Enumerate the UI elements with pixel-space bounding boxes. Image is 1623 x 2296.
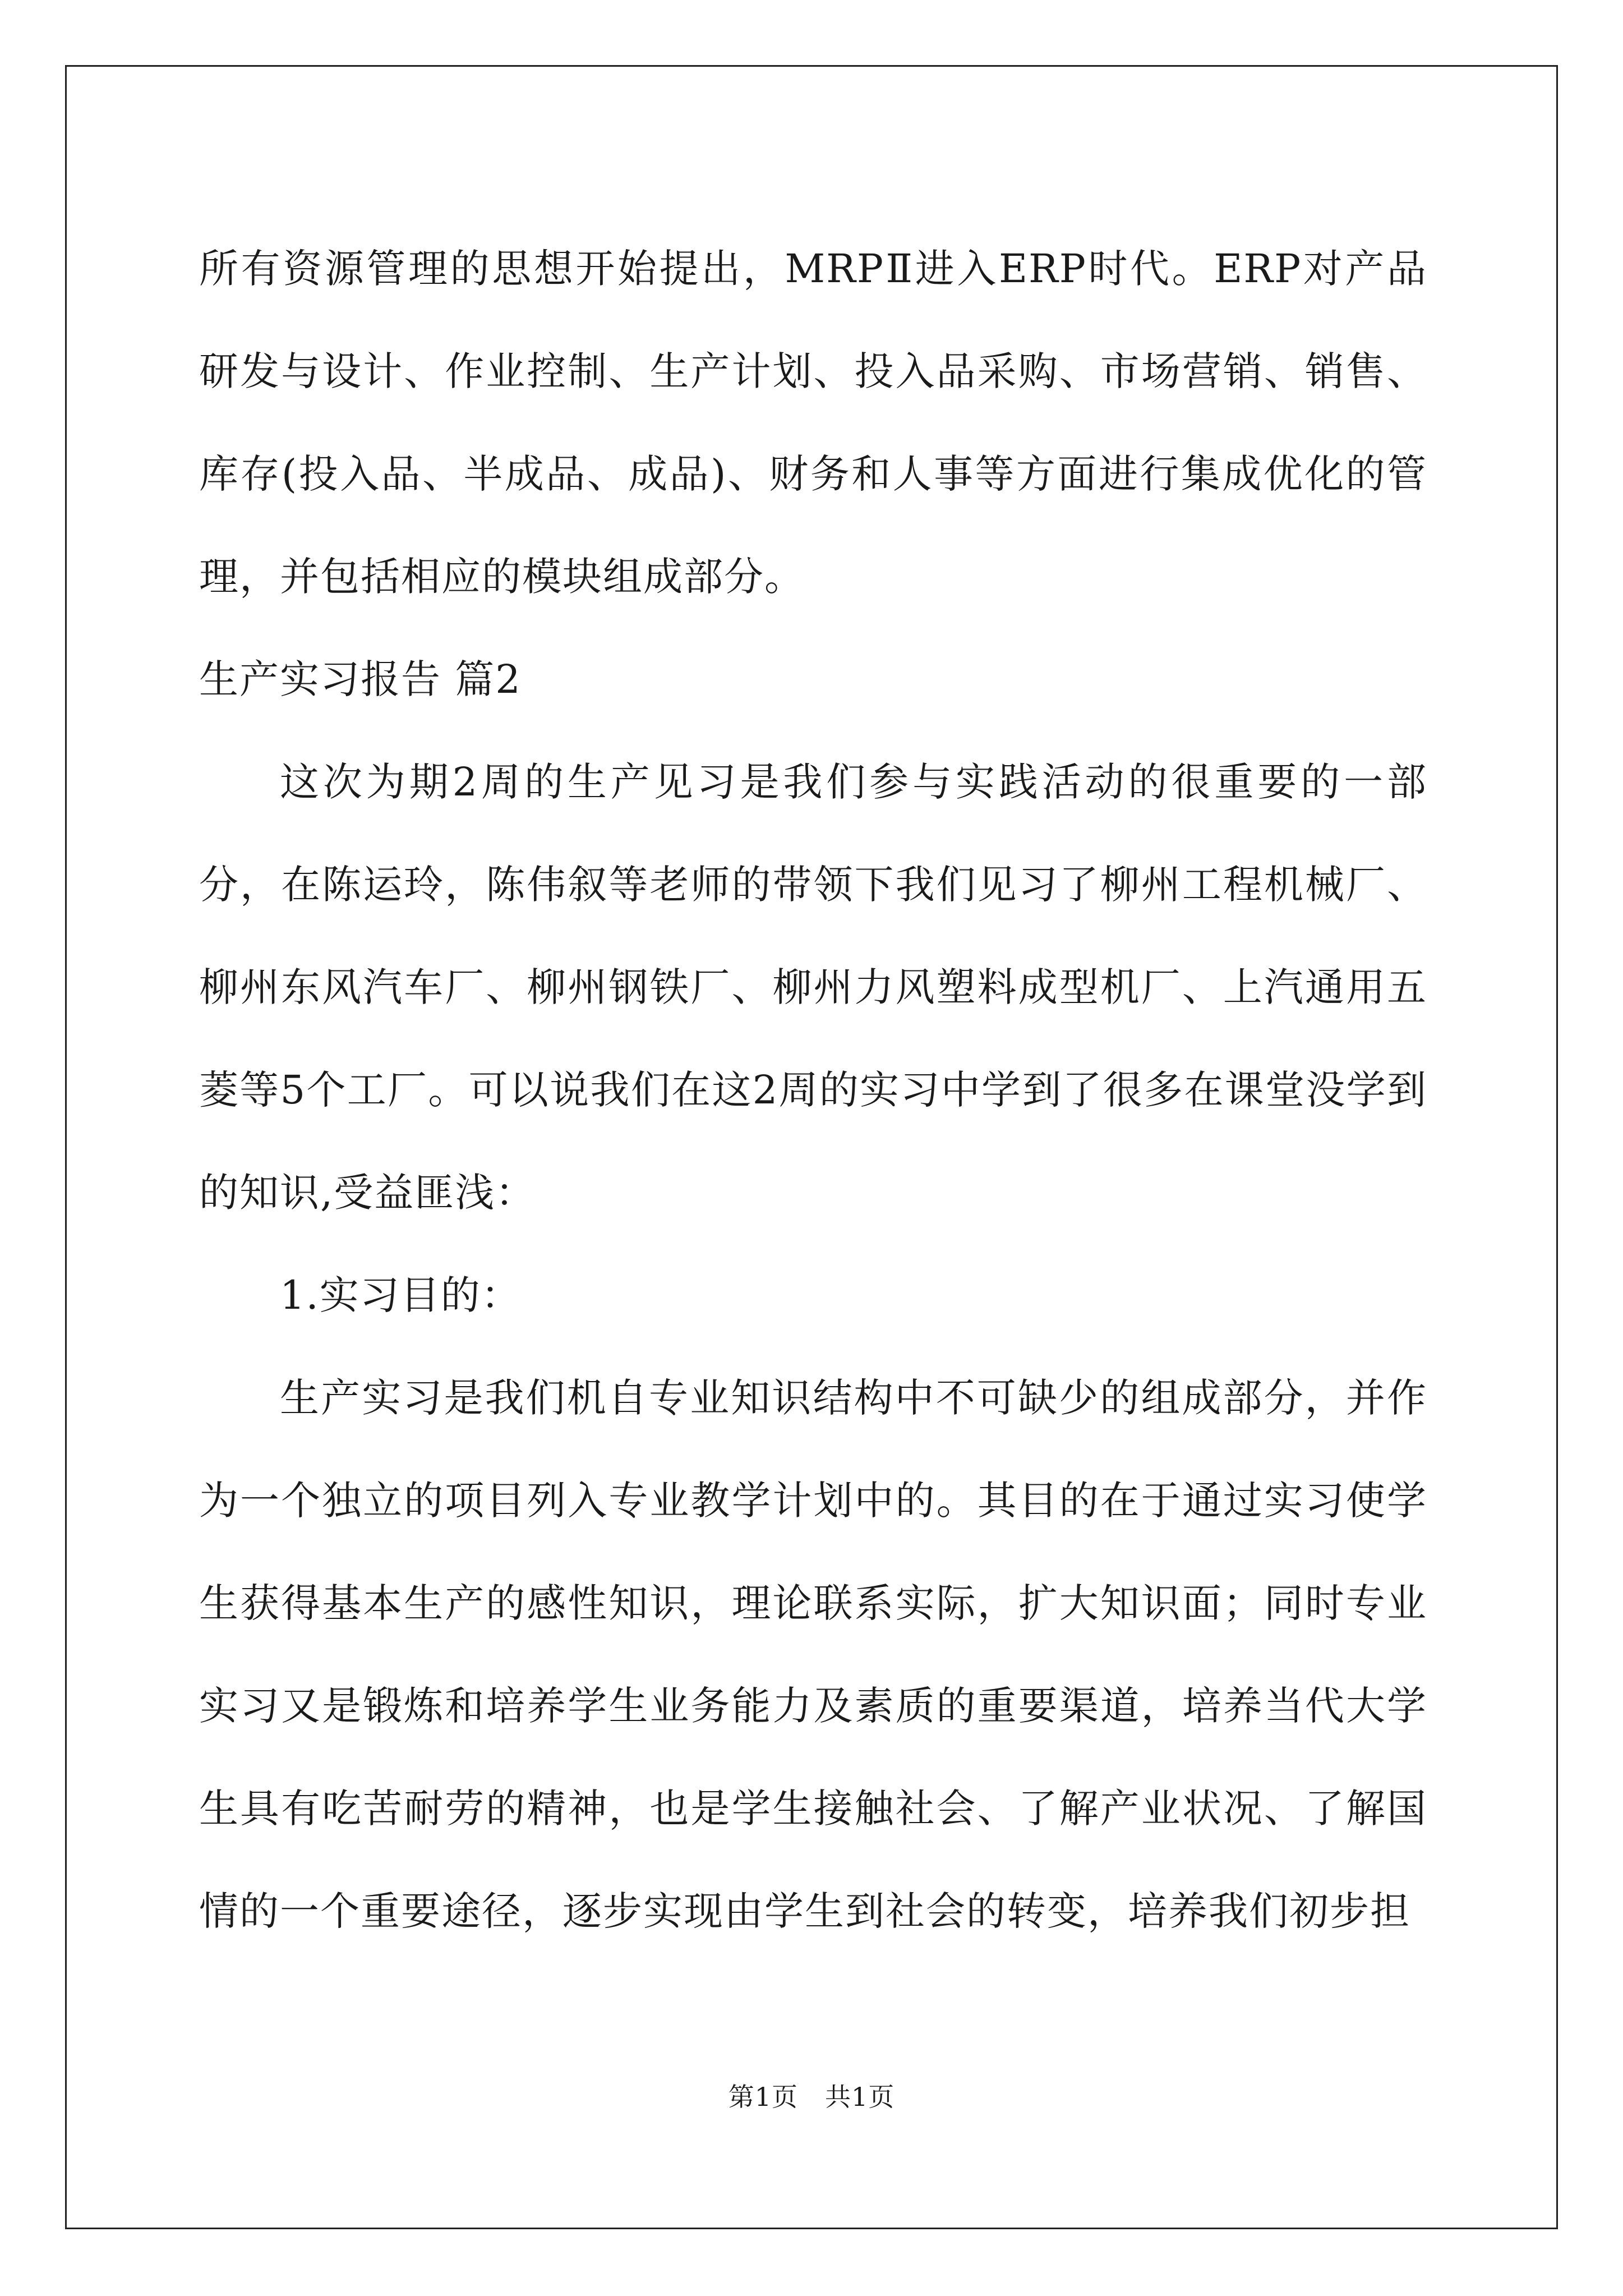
paragraph-purpose-body: 生产实习是我们机自专业知识结构中不可缺少的组成部分，并作为一个独立的项目列入专业教学计划中的。其目的在于通过实习使学生获得基本生产的感性知识，理论联系实际，扩大知识面；同时专业实习又是锻炼和培养学生业务能力及素质的重要渠道，培养当代大学生具有吃苦耐劳的精神，也是学生接触社会、了解产业状况、了解国情的一个重要途径，逐步实现由学生到社会的转变，培养我们初步担: [199, 1375, 1427, 1934]
document-body: [199, 218, 1427, 1963]
page-footer: [0, 2077, 1623, 2114]
paragraph-internship-intro: 这次为期2周的生产见习是我们参与实践活动的很重要的一部分，在陈运玲，陈伟叙等老师的带领下我们见习了柳州工程机械厂、柳州东风汽车厂、柳州钢铁厂、柳州力风塑料成型机厂、上汽通用五菱等5个工厂。可以说我们在这2周的实习中学到了很多在课堂没学到的知识,受益匪浅：: [199, 759, 1427, 1216]
paragraph-purpose-heading: 1.实习目的：: [280, 1272, 522, 1318]
page-number: 第1页: [728, 2082, 798, 2112]
page-total: 共1页: [825, 2082, 895, 2112]
paragraph-erp: 所有资源管理的思想开始提出，MRPⅡ进入ERP时代。ERP对产品研发与设计、作业控制、生产计划、投入品采购、市场营销、销售、库存(投入品、半成品、成品)、财务和人事等方面进行集成优化的管理，并包括相应的模块组成部分。: [199, 246, 1427, 600]
section-heading: 生产实习报告 篇2: [199, 656, 522, 702]
